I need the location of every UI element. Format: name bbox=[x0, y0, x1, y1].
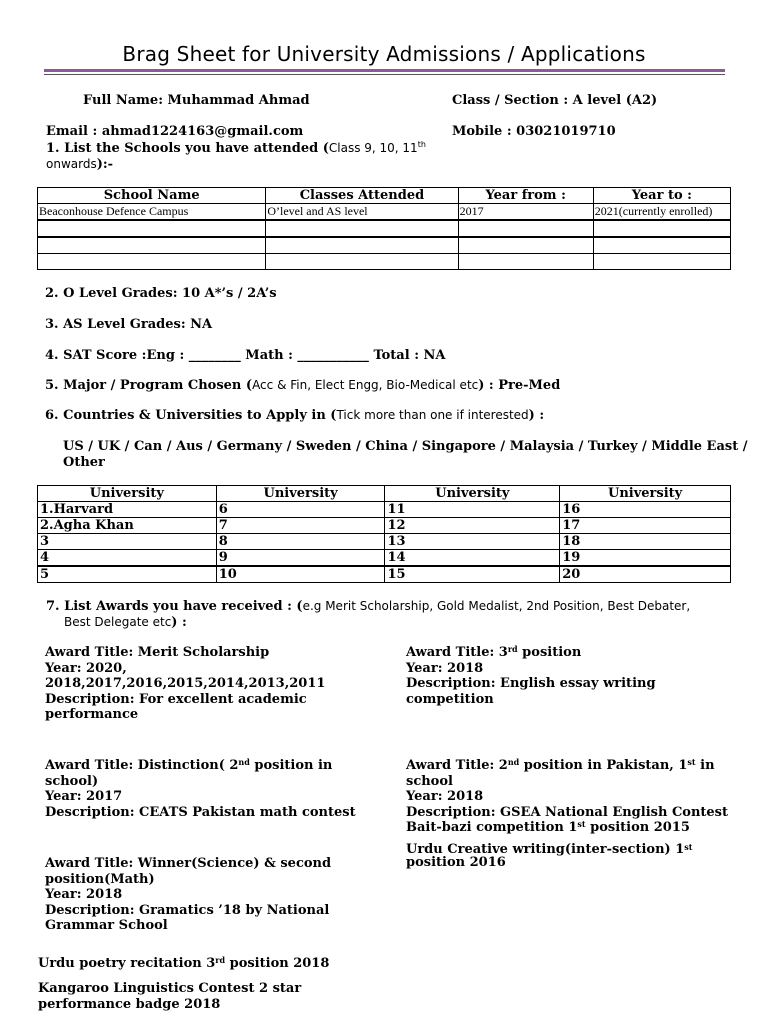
table-cell bbox=[458, 220, 593, 237]
table-cell: O’level and AS level bbox=[266, 204, 458, 221]
award-title-text: Award Title: 2 bbox=[406, 758, 508, 773]
award-text: Kangaroo Linguistics Contest 2 star bbox=[38, 981, 302, 996]
table-row bbox=[38, 237, 731, 254]
title-divider-thin bbox=[44, 74, 725, 75]
table-cell bbox=[593, 220, 730, 237]
col-classes-attended: Classes Attended bbox=[266, 188, 458, 204]
award-title-text: Award Title: Distinction( 2 bbox=[45, 758, 239, 773]
award-description: Description: For excellent academic bbox=[45, 691, 307, 707]
table-cell: 6 bbox=[216, 502, 385, 518]
col-university: University bbox=[385, 486, 560, 502]
q7-note-line1: e.g Merit Scholarship, Gold Medalist, 2nd Position, Best Debater, bbox=[302, 599, 691, 613]
award-title-sup: rd bbox=[507, 644, 518, 654]
table-cell bbox=[266, 237, 458, 254]
table-cell: 14 bbox=[385, 550, 560, 567]
award-kangaroo bbox=[38, 981, 301, 1012]
table-row bbox=[38, 550, 731, 567]
countries-line-2: Other bbox=[63, 455, 105, 470]
award-title: Award Title: Merit Scholarship bbox=[45, 645, 270, 660]
award-year: Year: 2018 bbox=[406, 660, 484, 676]
award-second-position-pakistan bbox=[406, 758, 728, 836]
page-title: Brag Sheet for University Admissions / Applications bbox=[122, 42, 646, 66]
schools-table bbox=[37, 187, 731, 270]
award-year: Year: 2018 bbox=[406, 789, 484, 804]
col-university: University bbox=[216, 486, 385, 502]
table-cell: 20 bbox=[560, 566, 731, 583]
award-title-sup: nd bbox=[238, 757, 250, 767]
table-cell bbox=[458, 254, 593, 270]
table-cell: 16 bbox=[560, 502, 731, 518]
q7-suffix: ) : bbox=[171, 614, 187, 630]
award-extra-text: Bait-bazi competition 1 bbox=[406, 820, 578, 835]
award-title-text: position bbox=[517, 645, 582, 660]
table-cell bbox=[593, 237, 730, 254]
title-divider bbox=[44, 69, 725, 72]
schools-header-row bbox=[38, 188, 731, 204]
award-merit-scholarship bbox=[45, 645, 325, 723]
table-cell: 1.Harvard bbox=[38, 502, 217, 518]
question-1 bbox=[46, 141, 426, 172]
award-year: Year: 2017 bbox=[45, 789, 123, 804]
question-5 bbox=[45, 378, 560, 394]
col-university: University bbox=[38, 486, 217, 502]
award-distinction bbox=[45, 758, 356, 820]
table-cell: 9 bbox=[216, 550, 385, 567]
mobile: Mobile : 03021019710 bbox=[452, 124, 616, 139]
q5-suffix: ) : Pre-Med bbox=[478, 378, 561, 393]
award-description: Description: CEATS Pakistan math contest bbox=[45, 804, 356, 820]
award-urdu-poetry bbox=[38, 956, 329, 972]
award-title bbox=[45, 758, 356, 774]
univ-header-row bbox=[38, 486, 731, 502]
award-text: Urdu Creative writing(inter-section) 1 bbox=[406, 842, 685, 857]
class-section: Class / Section : A level (A2) bbox=[452, 93, 658, 108]
award-title bbox=[406, 758, 728, 774]
col-school-name: School Name bbox=[38, 188, 266, 204]
q7-prefix: 7. List Awards you have received : ( bbox=[46, 599, 303, 614]
question-7 bbox=[46, 599, 690, 630]
award-year-cont: 2018,2017,2016,2015,2014,2013,2011 bbox=[45, 676, 326, 691]
award-extra-text: position 2015 bbox=[585, 820, 690, 835]
table-cell: 8 bbox=[216, 534, 385, 550]
award-description-cont: competition bbox=[406, 691, 494, 707]
award-title-text: position in Pakistan, 1 bbox=[519, 758, 688, 773]
award-third-position bbox=[406, 645, 656, 707]
q1-prefix: 1. List the Schools you have attended ( bbox=[46, 141, 329, 156]
award-extra-sup: st bbox=[577, 819, 586, 829]
award-title bbox=[406, 645, 656, 661]
q1-note: Class 9, 10, 11 bbox=[328, 141, 418, 155]
q6-suffix: ) : bbox=[528, 408, 545, 423]
award-description-cont: performance bbox=[45, 707, 139, 722]
table-cell bbox=[38, 220, 266, 237]
table-cell: 17 bbox=[560, 518, 731, 534]
table-row bbox=[38, 566, 731, 583]
table-cell: 3 bbox=[38, 534, 217, 550]
award-description: Description: English essay writing bbox=[406, 676, 656, 691]
award-extra bbox=[406, 820, 728, 836]
q1-line2: onwards bbox=[46, 156, 97, 171]
question-3: 3. AS Level Grades: NA bbox=[45, 317, 213, 332]
table-row bbox=[38, 534, 731, 550]
award-urdu-creative-writing bbox=[406, 843, 692, 869]
table-cell bbox=[266, 254, 458, 270]
award-description-cont: Grammar School bbox=[45, 918, 168, 933]
award-text-cont: performance badge 2018 bbox=[38, 996, 221, 1012]
table-row bbox=[38, 518, 731, 534]
question-2: 2. O Level Grades: 10 A*’s / 2A’s bbox=[45, 286, 277, 301]
table-cell: 4 bbox=[38, 550, 217, 567]
award-title-sup: st bbox=[687, 757, 696, 767]
col-year-from: Year from : bbox=[458, 188, 593, 204]
award-text: position 2018 bbox=[225, 956, 330, 971]
table-cell: 11 bbox=[385, 502, 560, 518]
award-year: Year: 2020, bbox=[45, 660, 127, 676]
col-university: University bbox=[560, 486, 731, 502]
q7-note-line2: Best Delegate etc bbox=[64, 614, 172, 629]
table-cell: 2.Agha Khan bbox=[38, 518, 217, 534]
q5-note: Acc & Fin, Elect Engg, Bio-Medical etc bbox=[252, 378, 479, 392]
question-6 bbox=[45, 408, 544, 424]
table-cell bbox=[458, 237, 593, 254]
table-cell bbox=[38, 237, 266, 254]
table-row bbox=[38, 220, 731, 237]
table-cell bbox=[266, 220, 458, 237]
award-year: Year: 2018 bbox=[45, 887, 123, 902]
award-winner-science bbox=[45, 856, 331, 934]
table-cell: 15 bbox=[385, 566, 560, 583]
award-sup: st bbox=[684, 842, 693, 852]
table-cell: 18 bbox=[560, 534, 731, 550]
table-cell: 13 bbox=[385, 534, 560, 550]
q6-note: Tick more than one if interested bbox=[336, 408, 529, 422]
award-title-cont: position(Math) bbox=[45, 871, 155, 887]
award-title-cont: school bbox=[406, 773, 453, 789]
table-cell bbox=[593, 254, 730, 270]
award-title-text: Award Title: 3 bbox=[406, 645, 508, 660]
q1-suffix: ):- bbox=[96, 156, 114, 172]
table-cell: Beaconhouse Defence Campus bbox=[38, 204, 266, 221]
question-4: 4. SAT Score :Eng : ________ Math : ___________ Total : NA bbox=[45, 348, 446, 363]
full-name: Full Name: Muhammad Ahmad bbox=[83, 93, 310, 108]
award-description: Description: GSEA National English Contest bbox=[406, 804, 729, 820]
col-year-to: Year to : bbox=[593, 188, 730, 204]
table-cell: 5 bbox=[38, 566, 217, 583]
table-cell: 7 bbox=[216, 518, 385, 534]
award-title: Award Title: Winner(Science) & second bbox=[45, 856, 332, 871]
email: Email : ahmad1224163@gmail.com bbox=[46, 124, 304, 139]
award-title-text: in bbox=[695, 758, 715, 773]
award-title-text: position in bbox=[249, 758, 333, 773]
q5-prefix: 5. Major / Program Chosen ( bbox=[45, 378, 253, 393]
award-text: Urdu poetry recitation 3 bbox=[38, 956, 216, 971]
table-cell bbox=[38, 254, 266, 270]
award-title-sup: nd bbox=[507, 757, 520, 767]
countries-line-1: US / UK / Can / Aus / Germany / Sweden / China / Singapore / Malaysia / Turkey / Middle East / bbox=[63, 439, 748, 454]
award-description: Description: Gramatics ’18 by National bbox=[45, 902, 330, 918]
table-cell: 10 bbox=[216, 566, 385, 583]
universities-table bbox=[37, 485, 731, 583]
table-cell: 12 bbox=[385, 518, 560, 534]
table-row bbox=[38, 254, 731, 270]
award-title-cont: school) bbox=[45, 773, 99, 789]
table-row bbox=[38, 204, 731, 221]
table-row bbox=[38, 502, 731, 518]
table-cell: 2021(currently enrolled) bbox=[593, 204, 730, 221]
q6-prefix: 6. Countries & Universities to Apply in ( bbox=[45, 408, 337, 423]
table-cell: 19 bbox=[560, 550, 731, 567]
q1-sup: th bbox=[417, 140, 426, 149]
table-cell: 2017 bbox=[458, 204, 593, 221]
award-text-cont: position 2016 bbox=[406, 855, 506, 870]
award-sup: rd bbox=[215, 955, 226, 965]
